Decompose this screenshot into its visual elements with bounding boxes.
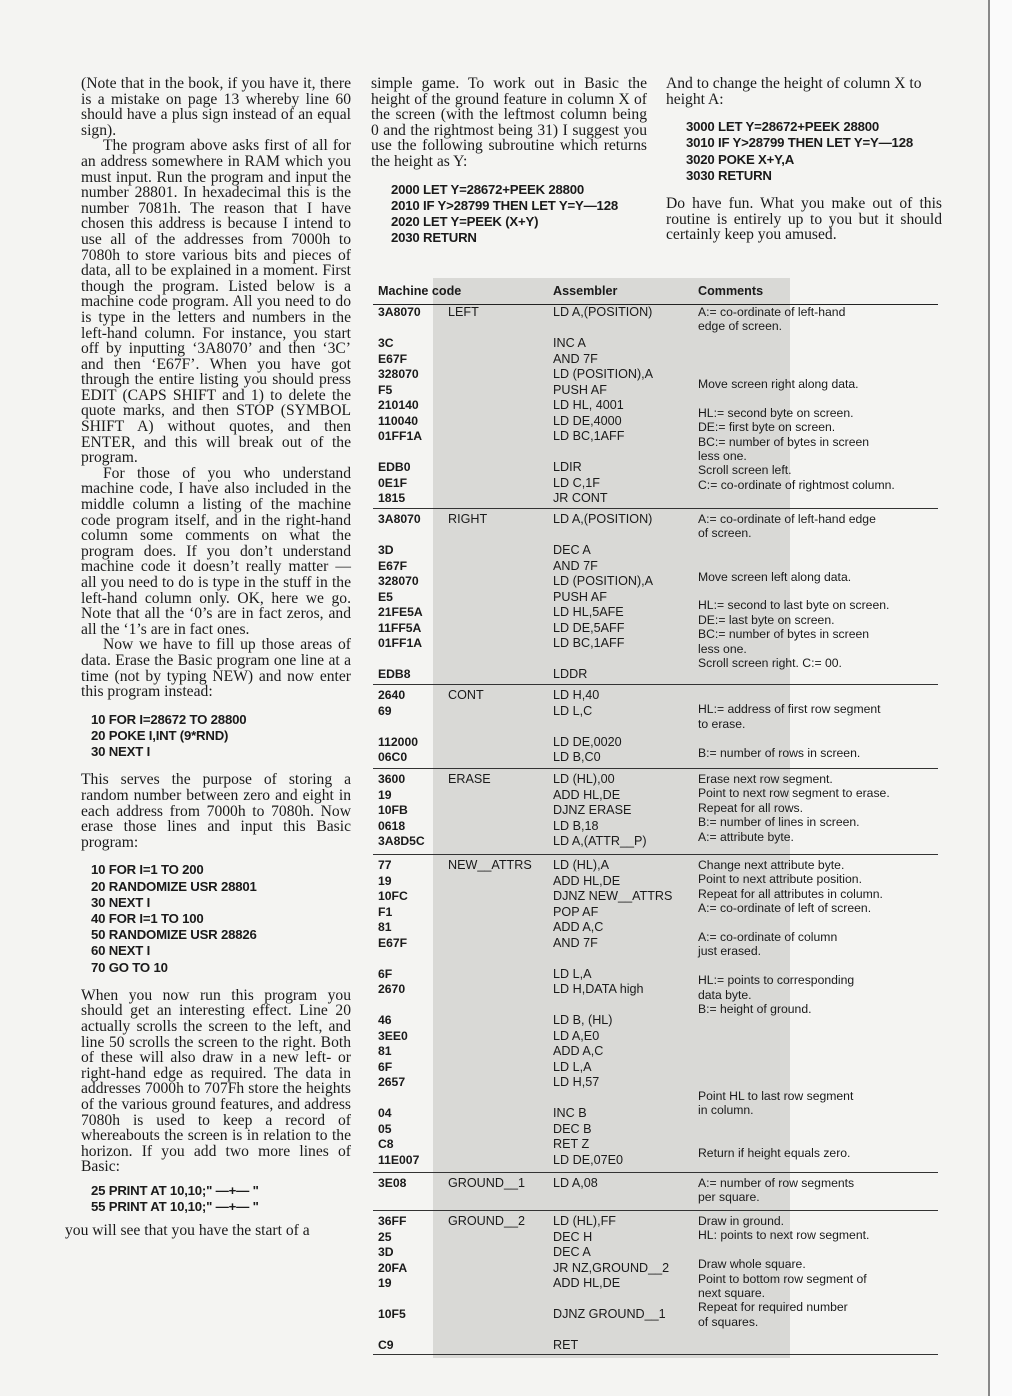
comment-cell: A:= number of row segments per square. [698,1176,855,1205]
code-line: 2030 RETURN [391,230,477,246]
paragraph-random: This serves the purpose of storing a random number between zero and eight in each address from 7000h to 7080h. Now erase those lines and input this Basic program: [81,771,351,851]
paragraph-note: (Note that in the book, if you have it, there is a mistake on page 13 whereby line 60 should have a plus sign instead of an equal sign). [81,75,351,139]
code-line: 3000 LET Y=28672+PEEK 28800 [686,119,880,135]
label-cell: LEFT [448,305,479,319]
code-line: 2010 IF Y>28799 THEN LET Y=Y—128 [391,197,618,213]
code-line: 10 FOR I=1 TO 200 [91,862,204,878]
column-middle [371,76,647,246]
assembler-cell: LD (HL),00 ADD HL,DE DJNZ ERASE LD B,18 LD A,(ATTR__P) [553,772,647,848]
machine-code-cell: 3600 19 10FB 0618 3A8D5C [378,772,425,848]
table-header [373,278,938,305]
table-block-cont [373,688,938,769]
code-line: 70 GO TO 10 [91,959,168,975]
comment-cell: HL:= address of first row segment to erase. B:= number of rows in screen. [698,702,881,760]
paragraph-run-effect: When you now run this program you should get an interesting effect. Line 20 actually scrolls the screen to the left, and line 50 scrolls the screen to the right. Both of these will also draw in a new left- or right-hand edge as required. The data in addresses 7000h to 707Fh store the heights of the various ground features, and address 7080h is used to keep a record of whereabouts the screen is in relation to the horizon. If you add two more lines of Basic: [81,986,351,1176]
table-block-ground-2 [373,1214,938,1355]
comment-cell: Erase next row segment. Point to next row segment to erase. Repeat for all rows. B:= number of lines in screen. A:= attribute byte. [698,772,890,844]
paragraph-have-fun: Do have fun. What you make out of this routine is entirely up to you but it should certainly keep you amused. [666,195,942,244]
code-line: 20 RANDOMIZE USR 28801 [91,878,257,894]
code-line: 50 RANDOMIZE USR 28826 [91,927,257,943]
paragraph-program: The program above asks first of all for an address somewhere in RAM which you must input. Run the program and input the number 28801. In hexadecimal this is the number 7081h. The reason that I have chosen this address is because I intend to use all of the addresses from 7000h to 7080h to store various bits and pieces of data, all to be explained in a moment. First though the program. Listed below is a machine code program. All you need to do is type in the letters and numbers in the left-hand column. For instance, you start off by inputting ‘3A8070’ and then ‘3C’ and then ‘E67F’. When you have got through the entire listing you should press EDIT (CAPS SHIFT and 1) to delete the quote marks, and then STOP (SYMBOL SHIFT A) without quotes, and then ENTER, and this will break out of the program. [81,137,351,467]
header-machine-code: Machine code [378,284,462,298]
assembler-cell: LD (HL),FF DEC H DEC A JR NZ,GROUND__2 ADD HL,DE DJNZ GROUND__1 RET [553,1214,670,1352]
comment-cell: Draw in ground. HL: points to next row segment. Draw whole square. Point to bottom row segment of next square. Repeat for required number of squares. [698,1214,870,1329]
page-edge [988,0,1012,1396]
table-block-right [373,512,938,685]
code-line: 55 PRINT AT 10,10;" —+— " [91,1199,259,1215]
code-line: 60 NEXT I [91,943,151,959]
code-line: 3010 IF Y>28799 THEN LET Y=Y—128 [686,135,913,151]
machine-code-cell: 77 19 10FC F1 81 E67F 6F 2670 46 3EE0 81 6F 2657 04 05 C8 11E007 [378,858,420,1167]
paragraph-machine-code: For those of you who understand machine code, I have also included in the middle column a listing of the machine code program itself, and in the right-hand column some comments on what the program does. If you don’t understand machine code it doesn’t really matter — all you need to do is type in the stuff in the left-hand column only. OK, here we go. Note that all the ‘0’s are in fact zeros, and all the ‘1’s are in fact ones. [81,464,351,638]
machine-code-table [373,278,938,1358]
assembler-cell: LD A,(POSITION) INC A AND 7F LD (POSITION),A PUSH AF LD HL, 4001 LD DE,4000 LD BC,1AFF LDIR LD C,1F JR CONT [553,305,654,505]
assembler-cell: LD (HL),A ADD HL,DE DJNZ NEW__ATTRS POP AF ADD A,C AND 7F LD L,A LD H,DATA high LD B, (HL) LD A,E0 ADD A,C LD L,A LD H,57 INC B DEC B RET Z LD DE,07E0 [553,858,673,1167]
comment-cell: A:= co-ordinate of left-hand edge of screen. Move screen right along data. HL:= second byte on screen. DE:= first byte on screen. BC:= number of bytes in screen less one. Scroll screen left. C:= co-ordinate of rightmost column. [698,305,895,492]
code-line: 10 FOR I=28672 TO 28800 [91,711,247,727]
code-line: 2000 LET Y=28672+PEEK 28800 [391,181,585,197]
label-cell: GROUND__1 [448,1176,525,1190]
table-block-erase [373,772,938,855]
machine-code-cell: 3A8070 3D E67F 328070 E5 21FE5A 11FF5A 01FF1A EDB8 [378,512,423,681]
label-cell: NEW__ATTRS [448,858,532,872]
code-line: 25 PRINT AT 10,10;" —+— " [91,1182,259,1198]
machine-code-cell: 3A8070 3C E67F 328070 F5 210140 110040 01FF1A EDB0 0E1F 1815 [378,305,423,505]
machine-code-cell: 3E08 [378,1176,407,1190]
paragraph-change-height: And to change the height of column X to height A: [666,75,922,108]
label-cell: RIGHT [448,512,488,526]
header-assembler: Assembler [553,284,618,298]
assembler-cell: LD A,08 [553,1176,598,1190]
table-block-new-attrs [373,858,938,1173]
code-line: 30 NEXT I [91,894,151,910]
label-cell: CONT [448,688,484,702]
comment-cell: Change next attribute byte. Point to next attribute position. Repeat for all attributes in column. A:= co-ordinate of left of screen. A:= co-ordinate of column just erased. HL:= points to corresponding data byte. B:= height of ground. Point HL to last row segment in column. Return if height equals zero. [698,858,883,1161]
label-cell: ERASE [448,772,491,786]
machine-code-cell: 36FF 25 3D 20FA 19 10F5 C9 [378,1214,408,1352]
label-cell: GROUND__2 [448,1214,525,1228]
assembler-cell: LD A,(POSITION) DEC A AND 7F LD (POSITION),A PUSH AF LD HL,5AFE LD DE,5AFF LD BC,1AFF LDDR [553,512,654,681]
assembler-cell: LD H,40 LD L,C LD DE,0020 LD B,C0 [553,688,622,764]
machine-code-cell: 2640 69 112000 06C0 [378,688,418,764]
code-line: 20 POKE I,INT (9*RND) [91,727,229,743]
paragraph-subroutine: simple game. To work out in Basic the height of the ground feature in column X of the screen (with the leftmost column being 0 and the rightmost being 31) I suggest you use the following subroutine which returns the height as Y: [371,75,647,170]
header-comments: Comments [698,284,764,298]
code-line: 30 NEXT I [91,744,151,760]
code-line: 40 FOR I=1 TO 100 [91,910,204,926]
comment-cell: A:= co-ordinate of left-hand edge of screen. Move screen left along data. HL:= second to last byte on screen. DE:= last byte on screen. BC:= number of bytes in screen less one. Scroll screen right. C:= 00. [698,512,890,671]
table-block-ground-1 [373,1176,938,1211]
code-line: 3030 RETURN [686,167,772,183]
table-block-left [373,305,938,509]
code-line: 2020 LET Y=PEEK (X+Y) [391,213,539,229]
column-right [666,76,942,243]
code-line: 3020 POKE X+Y,A [686,151,795,167]
paragraph-fill-data: Now we have to fill up those areas of data. Erase the Basic program one line at a time (not by typing NEW) and now enter this program instead: [81,636,351,701]
paragraph-continue: you will see that you have the start of a [65,1222,310,1240]
column-left [65,75,351,1240]
